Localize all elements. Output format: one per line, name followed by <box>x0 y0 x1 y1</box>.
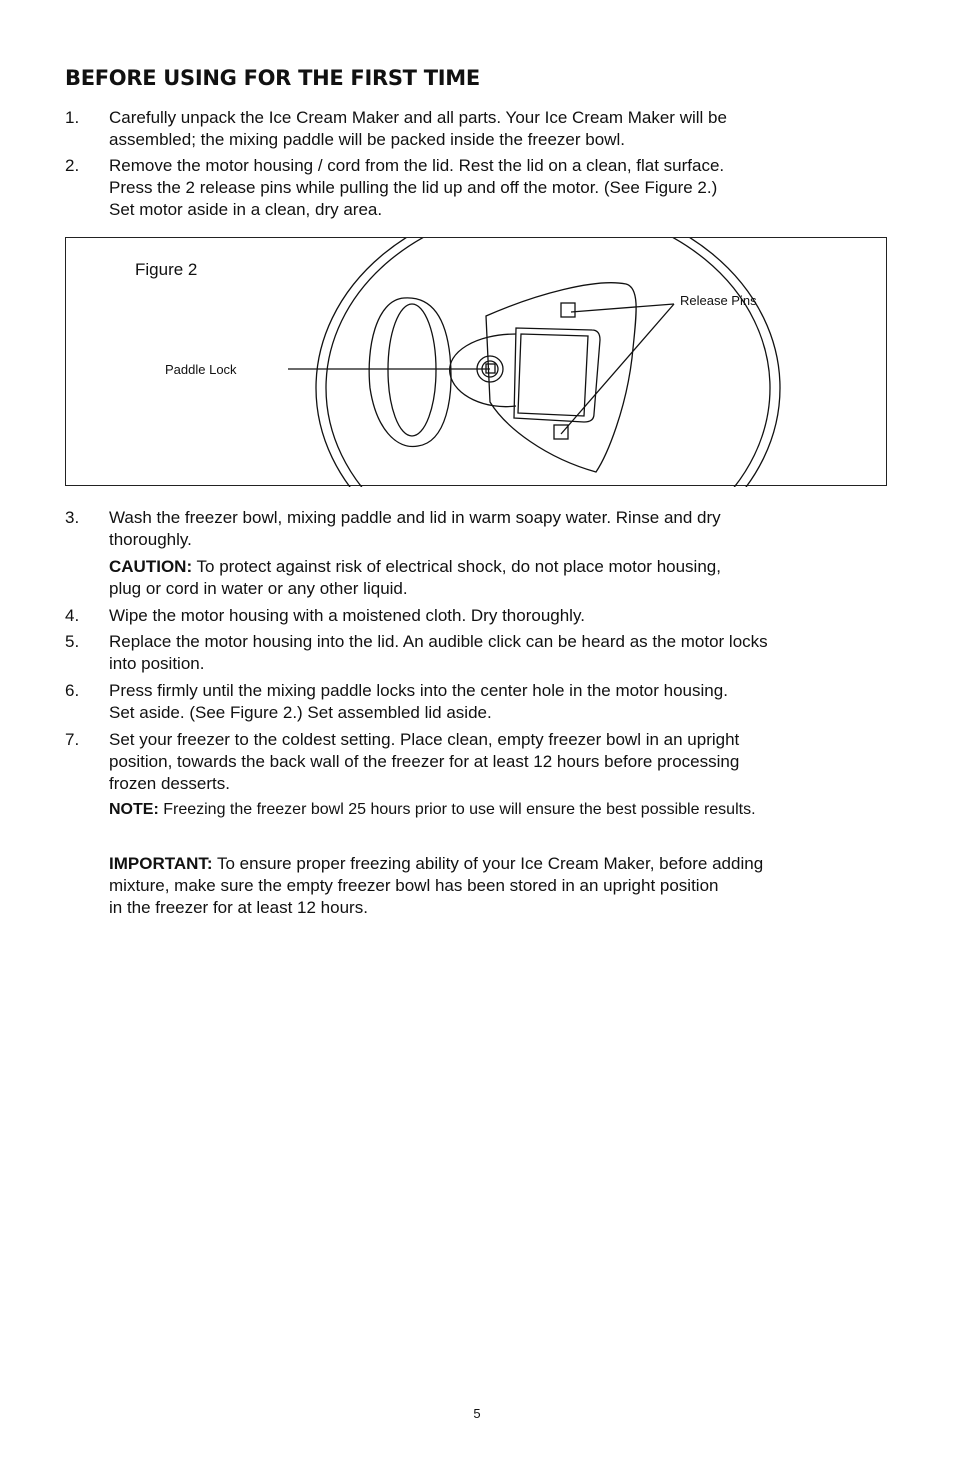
step-text: Wash the freezer bowl, mixing paddle and lid in warm soapy water. Rinse and dry thoroughly. <box>109 508 721 549</box>
release-pins-leader-1 <box>571 304 674 312</box>
step-number: 4. <box>65 606 80 625</box>
step-text: Replace the motor housing into the lid. An audible click can be heard as the motor locks into position. <box>109 632 768 673</box>
step-number: 3. <box>65 508 80 527</box>
release-pins-leader-2 <box>561 304 674 434</box>
note <box>109 799 889 821</box>
step-number: 5. <box>65 632 80 651</box>
important-label: IMPORTANT: <box>109 854 213 873</box>
step-number: 1. <box>65 108 80 127</box>
caution-label: CAUTION: <box>109 557 193 576</box>
caution-text: To protect against risk of electrical shock, do not place motor housing, plug or cord in water or any other liquid. <box>109 557 721 598</box>
step-text: Carefully unpack the Ice Cream Maker and all parts. Your Ice Cream Maker will be assembled; the mixing paddle will be packed inside the freezer bowl. <box>109 108 727 149</box>
figure-caption: Figure 2 <box>135 260 198 279</box>
caution-note <box>109 556 889 600</box>
figure-2 <box>65 237 887 486</box>
note-text: Freezing the freezer bowl 25 hours prior to use will ensure the best possible results. <box>158 801 756 818</box>
important-text: To ensure proper freezing ability of your Ice Cream Maker, before adding mixture, make sure the empty freezer bowl has been stored in an upright position in the freezer for at least 12 hours. <box>109 854 764 917</box>
pour-opening-outer <box>369 298 451 447</box>
paddle-lock-label: Paddle Lock <box>165 362 237 377</box>
step-text: Set your freezer to the coldest setting. Place clean, empty freezer bowl in an upright position, towards the back wall of the freezer for at least 12 hours before processing frozen desserts. <box>109 730 740 793</box>
page-title: BEFORE USING FOR THE FIRST TIME <box>65 66 480 90</box>
page-number: 5 <box>473 1406 481 1421</box>
step-number: 6. <box>65 681 80 700</box>
note-label: NOTE: <box>109 801 159 818</box>
important-note <box>109 853 889 919</box>
step-number: 7. <box>65 730 80 749</box>
step-text: Wipe the motor housing with a moistened cloth. Dry thoroughly. <box>109 606 585 625</box>
step-number: 2. <box>65 156 80 175</box>
release-pin-top <box>561 303 575 317</box>
release-pin-bottom <box>554 425 568 439</box>
step-text: Remove the motor housing / cord from the lid. Rest the lid on a clean, flat surface. Press the 2 release pins while pulling the lid up and off the motor. (See Figure 2.) Set motor aside in a clean, dry area. <box>109 156 725 219</box>
pour-opening-inner <box>388 304 436 436</box>
release-pins-label: Release Pins <box>680 293 757 308</box>
motor-block-inner <box>518 334 588 416</box>
step-text: Press firmly until the mixing paddle locks into the center hole in the motor housing. Set aside. (See Figure 2.) Set assembled lid aside. <box>109 681 728 722</box>
paddle-lock-dome <box>450 334 516 407</box>
lid-outer-rim <box>316 238 780 487</box>
lid-inner-rim <box>326 238 770 487</box>
